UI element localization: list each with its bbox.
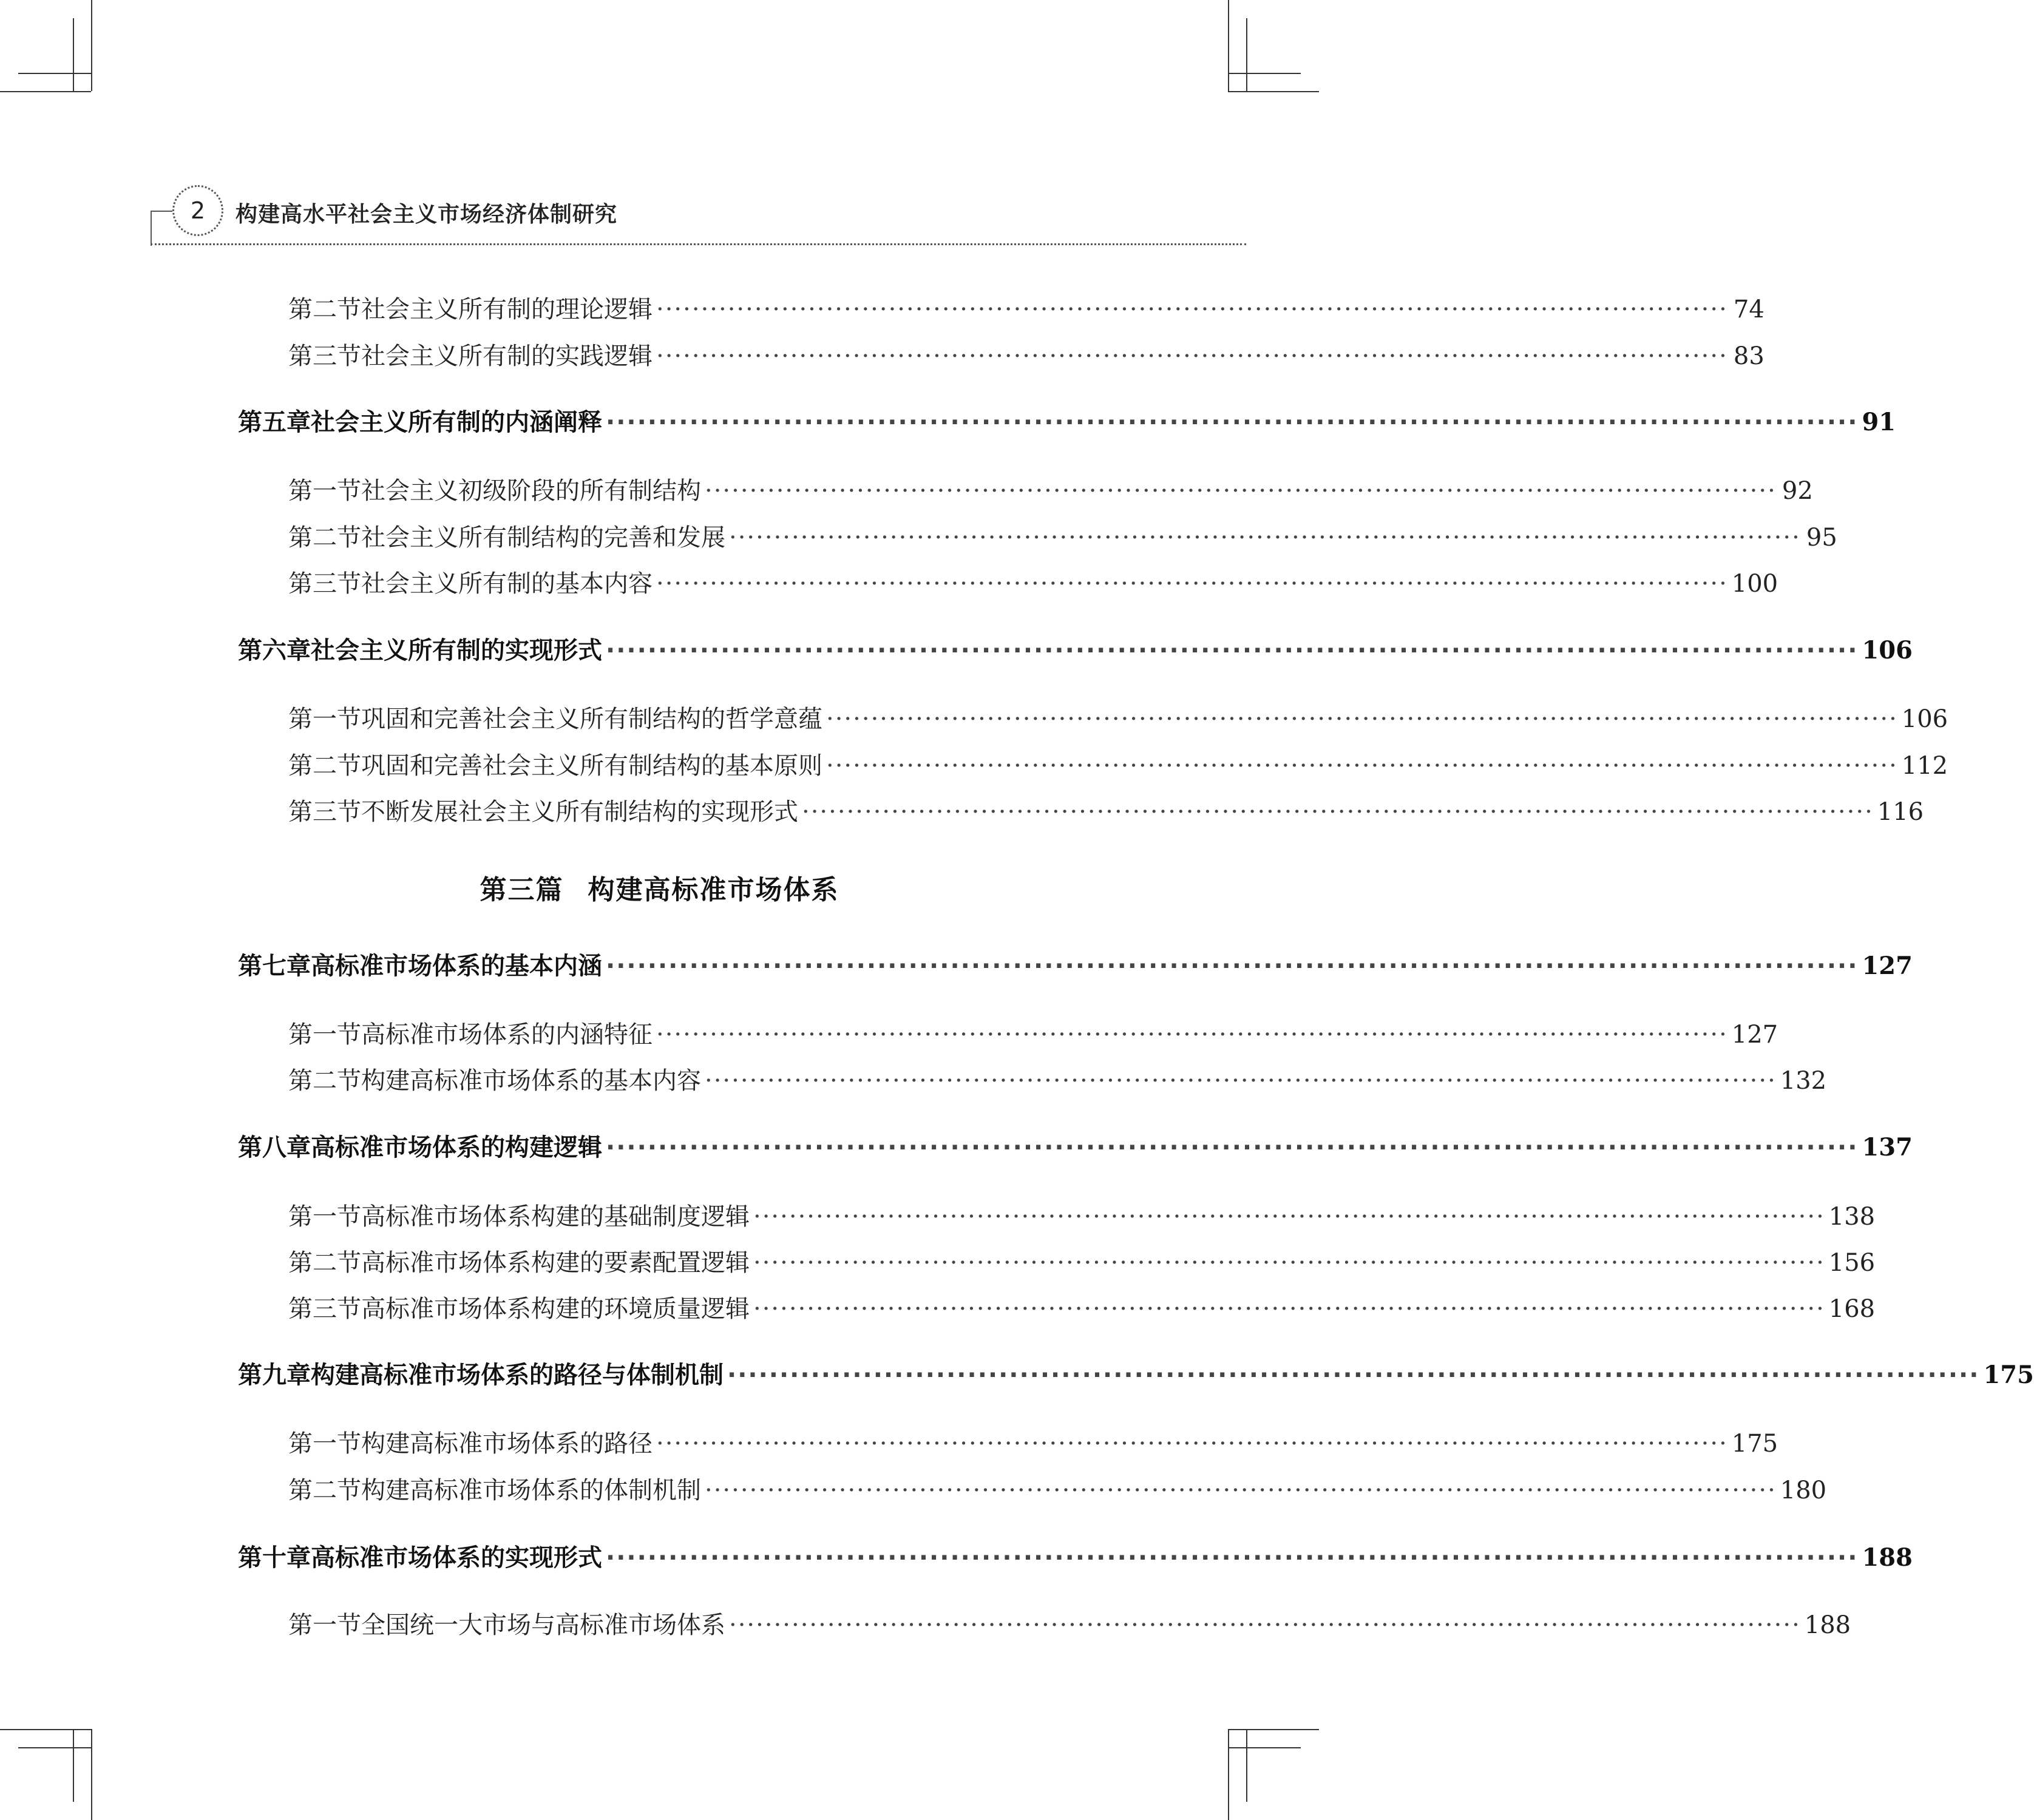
toc-section-entry[interactable] (288, 793, 1924, 827)
entry-page-number: 188 (1862, 1543, 1913, 1572)
entry-label: 第九章 (238, 1361, 311, 1389)
dot-leader: ························································································································ (705, 1477, 1777, 1504)
entry-page-number: 137 (1862, 1133, 1913, 1162)
crop-mark (1228, 1747, 1301, 1748)
dot-leader: ························································································································ (656, 296, 1728, 323)
entry-page-number: 188 (1804, 1611, 1851, 1639)
entry-label: 第六章 (238, 637, 311, 665)
entry-title: 构建高标准市场体系的路径与体制机制 (311, 1361, 724, 1389)
entry-page-number: 106 (1901, 705, 1948, 733)
toc-chapter-entry[interactable] (238, 631, 1913, 666)
toc-section-entry[interactable] (288, 1061, 1827, 1096)
dot-leader: ························································································································ (802, 798, 1874, 826)
toc-chapter-entry[interactable] (238, 1128, 1913, 1163)
toc-section-entry[interactable] (288, 1197, 1876, 1232)
entry-title: 构建高标准市场体系的路径 (361, 1430, 653, 1458)
entry-title: 高标准市场体系构建的环境质量逻辑 (361, 1295, 750, 1323)
entry-page-number: 83 (1733, 342, 1764, 370)
dot-leader: ························································································································ (753, 1249, 1825, 1277)
entry-page-number: 91 (1862, 408, 1896, 436)
entry-title: 社会主义所有制结构的完善和发展 (361, 524, 725, 552)
crop-mark (0, 91, 91, 92)
entry-page-number: 156 (1828, 1249, 1876, 1277)
toc-chapter-entry[interactable] (238, 403, 1896, 438)
crop-mark (1228, 73, 1301, 74)
entry-page-number: 74 (1733, 296, 1764, 323)
toc-section-entry[interactable] (288, 1290, 1876, 1324)
entry-label: 第二节 (288, 1477, 361, 1504)
crop-mark (1246, 18, 1247, 91)
entry-title: 高标准市场体系构建的基础制度逻辑 (361, 1203, 750, 1231)
part-heading (0, 868, 1319, 907)
entry-page-number: 127 (1862, 952, 1913, 980)
dot-leader: ························································································································ (606, 408, 1859, 436)
part-title: 构建高标准市场体系 (588, 874, 839, 905)
crop-mark (18, 1747, 91, 1748)
entry-title: 社会主义所有制的基本内容 (361, 570, 653, 598)
dot-leader: ························································································································ (606, 1134, 1859, 1162)
entry-title: 高标准市场体系的内涵特征 (361, 1021, 653, 1049)
entry-label: 第一节 (288, 1611, 361, 1639)
dot-leader: ························································································································ (705, 1067, 1777, 1095)
crop-mark (1228, 1729, 1229, 1820)
dot-leader: ························································································································ (606, 1544, 1859, 1572)
entry-label: 第二节 (288, 752, 361, 780)
crop-mark (1246, 1729, 1247, 1802)
entry-page-number: 100 (1731, 570, 1778, 598)
entry-page-number: 95 (1806, 524, 1837, 552)
entry-label: 第二节 (288, 524, 361, 552)
entry-page-number: 116 (1877, 798, 1924, 826)
entry-title: 巩固和完善社会主义所有制结构的基本原则 (361, 752, 822, 780)
toc-section-entry[interactable] (288, 746, 1948, 781)
crop-mark (18, 73, 91, 74)
toc-chapter-entry[interactable] (238, 1538, 1913, 1573)
toc-section-entry[interactable] (288, 1243, 1876, 1278)
entry-title: 构建高标准市场体系的基本内容 (361, 1067, 701, 1095)
toc-chapter-entry[interactable] (238, 1356, 2034, 1390)
dot-leader: ························································································································ (753, 1203, 1825, 1231)
entry-label: 第十章 (238, 1544, 311, 1572)
crop-mark (1228, 0, 1229, 91)
entry-label: 第二节 (288, 1067, 361, 1095)
entry-page-number: 138 (1828, 1203, 1876, 1231)
dot-leader: ························································································································ (727, 1361, 1980, 1389)
header-dotted-rule (151, 243, 1246, 245)
entry-label: 第一节 (288, 1021, 361, 1049)
dot-leader: ························································································································ (729, 1611, 1801, 1639)
running-header (151, 185, 1246, 248)
entry-label: 第一节 (288, 1203, 361, 1231)
entry-title: 巩固和完善社会主义所有制结构的哲学意蕴 (361, 705, 822, 733)
dot-leader: ························································································································ (656, 1021, 1728, 1049)
entry-title: 全国统一大市场与高标准市场体系 (361, 1611, 725, 1639)
entry-label: 第三节 (288, 570, 361, 598)
entry-title: 社会主义初级阶段的所有制结构 (361, 477, 701, 505)
entry-title: 高标准市场体系的基本内涵 (311, 952, 602, 980)
entry-page-number: 106 (1862, 636, 1913, 665)
entry-label: 第二节 (288, 1249, 361, 1277)
entry-title: 社会主义所有制的实践逻辑 (361, 342, 653, 370)
entry-label: 第三节 (288, 798, 361, 826)
toc-chapter-entry[interactable] (238, 947, 1913, 981)
toc-section-entry[interactable] (288, 290, 1764, 325)
toc-section-entry[interactable] (288, 518, 1837, 553)
entry-page-number: 127 (1731, 1021, 1778, 1049)
entry-label: 第八章 (238, 1134, 311, 1162)
header-rule (151, 211, 172, 212)
dot-leader: ························································································································ (606, 637, 1859, 665)
dot-leader: ························································································································ (753, 1295, 1825, 1323)
entry-title: 社会主义所有制的实现形式 (311, 637, 602, 665)
entry-label: 第七章 (238, 952, 311, 980)
toc-section-entry[interactable] (288, 337, 1764, 371)
entry-label: 第一节 (288, 705, 361, 733)
entry-page-number: 175 (1983, 1361, 2034, 1389)
entry-page-number: 112 (1901, 752, 1948, 780)
crop-mark (73, 18, 74, 91)
entry-label: 第三节 (288, 342, 361, 370)
dot-leader: ························································································································ (606, 952, 1859, 980)
entry-label: 第三节 (288, 1295, 361, 1323)
dot-leader: ························································································································ (705, 477, 1777, 505)
entry-title: 社会主义所有制的理论逻辑 (361, 296, 653, 323)
entry-page-number: 92 (1781, 477, 1813, 505)
book-title: 构建高水平社会主义市场经济体制研究 (236, 202, 618, 227)
toc-section-entry[interactable] (288, 564, 1778, 599)
entry-title: 构建高标准市场体系的体制机制 (361, 1477, 701, 1504)
toc-section-entry[interactable] (288, 700, 1948, 734)
toc-section-entry[interactable] (288, 1471, 1827, 1506)
part-label: 第三篇 (480, 874, 564, 905)
crop-mark (91, 0, 92, 91)
entry-title: 社会主义所有制的内涵阐释 (311, 408, 602, 436)
dot-leader: ························································································································ (656, 570, 1728, 598)
header-rule (151, 211, 152, 246)
toc-section-entry[interactable] (288, 1424, 1778, 1459)
dot-leader: ························································································································ (656, 342, 1728, 370)
toc-section-entry[interactable] (288, 1015, 1778, 1050)
crop-mark (1228, 91, 1319, 92)
entry-title: 高标准市场体系的构建逻辑 (311, 1134, 602, 1162)
crop-mark (91, 1729, 92, 1820)
entry-page-number: 168 (1828, 1295, 1876, 1323)
dot-leader: ························································································································ (826, 705, 1898, 733)
crop-mark (0, 1729, 91, 1730)
entry-title: 不断发展社会主义所有制结构的实现形式 (361, 798, 798, 826)
entry-label: 第五章 (238, 408, 311, 436)
entry-label: 第一节 (288, 1430, 361, 1458)
entry-title: 高标准市场体系构建的要素配置逻辑 (361, 1249, 750, 1277)
dot-leader: ························································································································ (729, 524, 1801, 552)
entry-label: 第一节 (288, 477, 361, 505)
entry-label: 第二节 (288, 296, 361, 323)
entry-title: 高标准市场体系的实现形式 (311, 1544, 602, 1572)
dot-leader: ························································································································ (826, 752, 1898, 780)
entry-page-number: 180 (1780, 1477, 1827, 1504)
toc-section-entry[interactable] (288, 472, 1813, 506)
dot-leader: ························································································································ (656, 1430, 1728, 1458)
crop-mark (1228, 1729, 1319, 1730)
entry-page-number: 132 (1780, 1067, 1827, 1095)
page-number: 2 (172, 185, 223, 236)
toc-section-entry[interactable] (288, 1606, 1851, 1640)
crop-mark (73, 1729, 74, 1802)
entry-page-number: 175 (1731, 1430, 1778, 1458)
